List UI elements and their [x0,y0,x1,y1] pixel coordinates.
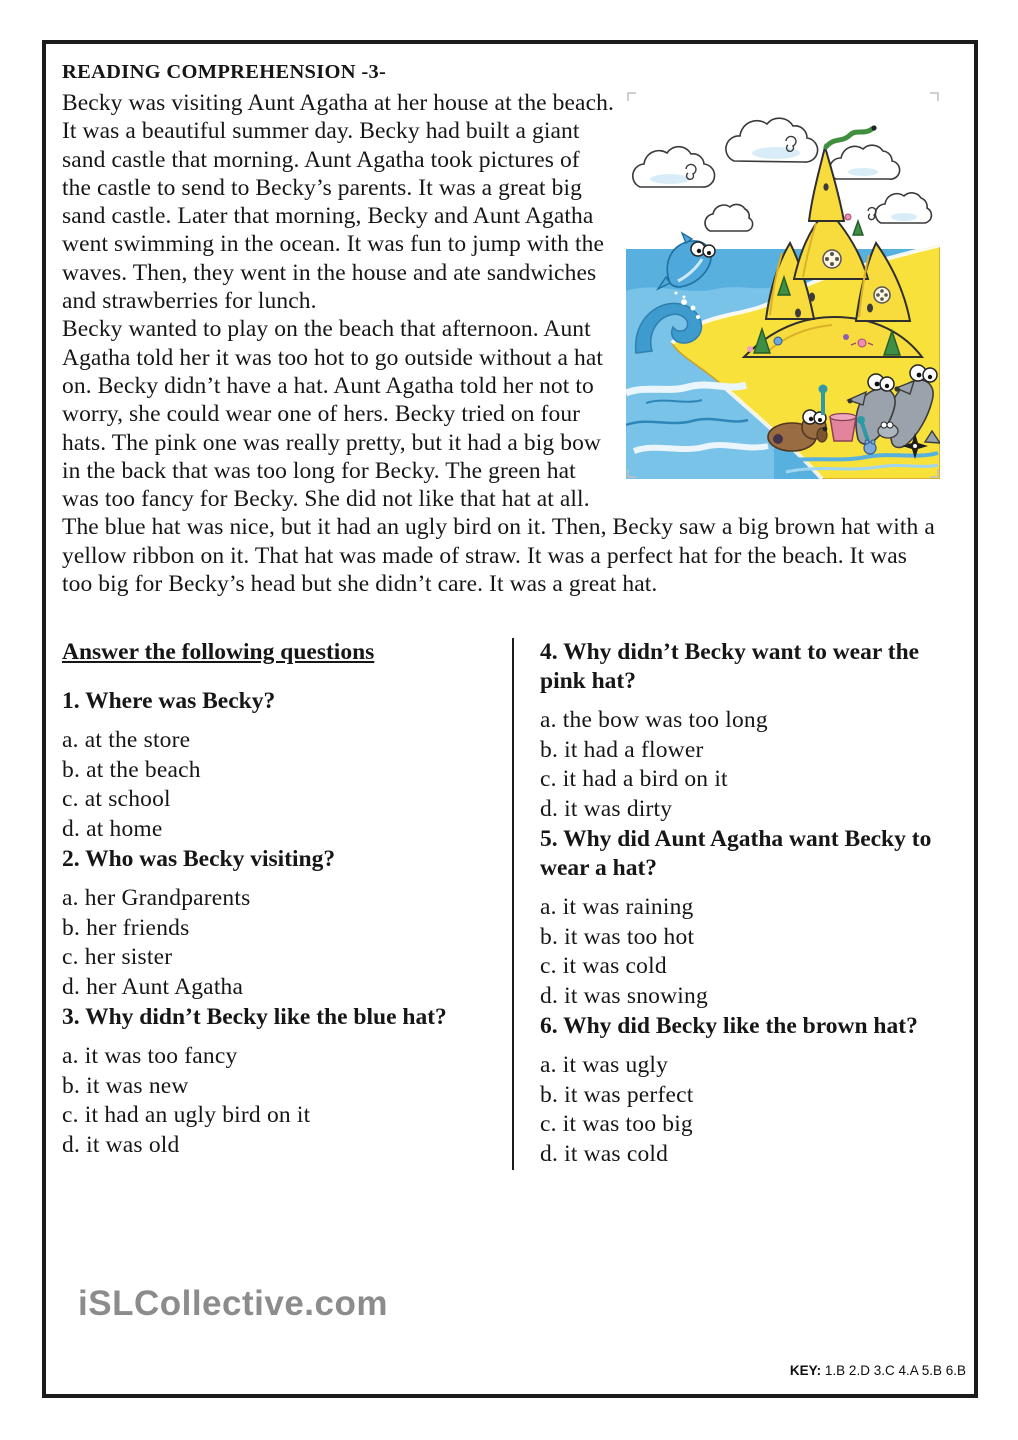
question-3 [62,1003,512,1160]
question-1-option-d: d. at home [62,815,163,842]
question-4 [540,638,940,824]
questions-section [62,638,940,1170]
beach-illustration-svg [626,91,940,479]
worksheet-frame [42,40,978,1398]
question-2-option-a: a. her Grandparents [62,885,251,912]
islcollective-logo: iSLCollective.com [78,1284,388,1323]
question-2-option-d: d. her Aunt Agatha [62,973,244,1000]
page-title: READING COMPREHENSION -3- [62,61,387,83]
question-4-option-c: c. it had a bird on it [540,766,728,793]
question-6-label: 6. Why did Becky like the brown hat? [540,1013,918,1040]
question-4-label: 4. Why didn’t Becky want to wear the pink hat? [540,639,920,695]
answer-key-value: 1.B 2.D 3.C 4.A 5.B 6.B [824,1363,966,1378]
question-3-option-c: c. it had an ugly bird on it [62,1102,311,1129]
question-3-option-a: a. it was too fancy [62,1043,238,1070]
questions-instructions: Answer the following questions [62,639,375,666]
questions-column-right [514,638,940,1170]
question-2-options [62,884,512,1002]
question-2 [62,845,512,1002]
question-6-options [540,1051,940,1169]
question-5-option-c: c. it was cold [540,953,667,980]
answer-key-label: KEY: [789,1363,822,1378]
question-6-option-b: b. it was perfect [540,1081,694,1108]
question-2-option-b: b. her friends [62,914,190,941]
question-6 [540,1012,940,1169]
question-1-option-c: c. at school [62,786,171,813]
question-4-option-a: a. the bow was too long [540,707,768,734]
question-5-options [540,893,940,1011]
question-5-option-d: d. it was snowing [540,982,708,1009]
questions-column-left [62,638,512,1170]
question-6-option-a: a. it was ugly [540,1052,669,1079]
question-3-label: 3. Why didn’t Becky like the blue hat? [62,1004,447,1031]
question-1 [62,687,512,844]
story-paragraph-2: Becky wanted to play on the beach that afternoon. Aunt Agatha told her it was too hot to go outside without a hat on. Becky didn’t have a hat. Aunt Agatha told her not to worry, she could wear one of hers. Becky tried on four hats. The pink one was really pretty, but it had a big bow in the back that was too long for Becky. The green hat was too fancy for Becky. She did not like that hat at all. The blue hat was nice, but it had an ugly bird on it. Then, Becky saw a big brown hat with a yellow ribbon on it. That hat was made of straw. It was a perfect hat for the beach. It was too big for Becky’s head but she didn’t care. It was a great hat. [62,316,935,598]
story-section [62,89,940,598]
question-5-option-a: a. it was raining [540,894,694,921]
question-1-option-b: b. at the beach [62,756,201,783]
question-6-option-c: c. it was too big [540,1111,693,1138]
answer-key [790,1363,966,1378]
question-2-label: 2. Who was Becky visiting? [62,846,336,873]
question-4-option-b: b. it had a flower [540,736,704,763]
question-3-option-d: d. it was old [62,1131,180,1158]
beach-illustration [626,91,940,479]
story-paragraph-1: Becky was visiting Aunt Agatha at her house at the beach. It was a beautiful summer day. Becky had built a giant sand castle that morning. Aunt Agatha took pictures of the castle to send to Becky’s parents. It was a great big sand castle. Later that morning, Becky and Aunt Agatha went swimming in the ocean. It was fun to jump with the waves. Then, they went in the house and ate sandwiches and strawberries for lunch. [62,90,614,315]
question-5 [540,825,940,1011]
question-5-option-b: b. it was too hot [540,923,695,950]
question-4-option-d: d. it was dirty [540,795,673,822]
question-1-label: 1. Where was Becky? [62,688,276,715]
question-3-option-b: b. it was new [62,1072,189,1099]
question-3-options [62,1042,512,1160]
question-6-option-d: d. it was cold [540,1140,669,1167]
question-4-options [540,706,940,824]
question-2-option-c: c. her sister [62,944,173,971]
question-1-options [62,726,512,844]
question-1-option-a: a. at the store [62,727,191,754]
question-5-label: 5. Why did Aunt Agatha want Becky to wear a hat? [540,826,932,882]
